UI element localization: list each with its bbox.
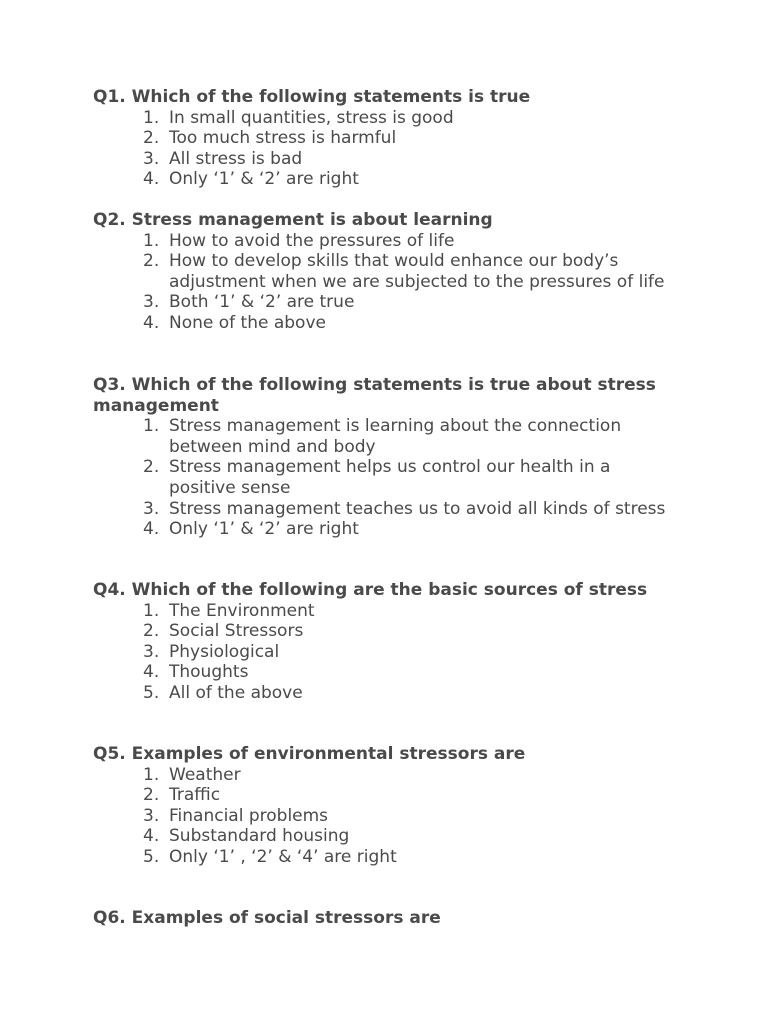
option-item	[93, 683, 679, 704]
option-item	[93, 847, 679, 868]
option-number: 1.	[143, 230, 160, 251]
option-item	[93, 169, 679, 190]
option-text: All stress is bad	[169, 148, 303, 169]
option-number: 1.	[143, 600, 160, 621]
option-item	[93, 128, 679, 149]
option-item	[93, 826, 679, 847]
options-list	[93, 601, 693, 704]
option-number: 1.	[143, 107, 160, 128]
option-item	[93, 149, 679, 170]
option-item	[93, 457, 679, 498]
option-number: 3.	[143, 641, 160, 662]
options-list	[93, 416, 693, 540]
option-text: Only ‘1’ & ‘2’ are right	[169, 169, 359, 190]
question-title: Q2. Stress management is about learning	[93, 210, 493, 230]
option-number: 1.	[143, 764, 160, 785]
option-text: How to develop skills that would enhance our body’s adjustment when we are subjected to the pressures of life	[169, 251, 665, 292]
option-text: Too much stress is harmful	[169, 128, 397, 149]
option-text: Only ‘1’ & ‘2’ are right	[169, 519, 359, 540]
option-number: 2.	[143, 128, 160, 149]
option-item	[93, 231, 679, 252]
option-number: 4.	[143, 519, 160, 540]
option-item	[93, 642, 679, 663]
question-title: Q1. Which of the following statements is true	[93, 87, 531, 107]
option-text: Stress management is learning about the connection between mind and body	[169, 416, 622, 457]
option-text: In small quantities, stress is good	[169, 107, 454, 128]
option-item	[93, 662, 679, 683]
question-title: Q3. Which of the following statements is true about stress management	[93, 375, 656, 416]
option-number: 2.	[143, 785, 160, 806]
option-text: Physiological	[169, 641, 280, 662]
option-number: 4.	[143, 312, 160, 333]
question-title: Q6. Examples of social stressors are	[93, 908, 441, 928]
question-title: Q5. Examples of environmental stressors are	[93, 744, 526, 764]
option-text: Thoughts	[169, 662, 249, 683]
option-text: Only ‘1’ , ‘2’ & ‘4’ are right	[169, 846, 397, 867]
option-item	[93, 806, 679, 827]
question-4	[93, 580, 693, 704]
option-item	[93, 601, 679, 622]
option-number: 3.	[143, 498, 160, 519]
option-text: Weather	[169, 764, 241, 785]
option-item	[93, 785, 679, 806]
options-list	[93, 765, 693, 868]
option-number: 2.	[143, 457, 160, 478]
question-1	[93, 87, 693, 190]
option-item	[93, 621, 679, 642]
option-item	[93, 416, 679, 457]
option-text: Both ‘1’ & ‘2’ are true	[169, 292, 355, 313]
option-item	[93, 292, 679, 313]
option-number: 2.	[143, 621, 160, 642]
option-number: 3.	[143, 805, 160, 826]
option-text: Financial problems	[169, 805, 329, 826]
option-number: 4.	[143, 169, 160, 190]
option-text: Traffic	[169, 785, 221, 806]
options-list	[93, 108, 693, 190]
option-number: 5.	[143, 682, 160, 703]
question-3	[93, 375, 693, 540]
question-2	[93, 210, 693, 334]
option-text: None of the above	[169, 312, 326, 333]
option-item	[93, 499, 679, 520]
option-number: 1.	[143, 416, 160, 437]
option-number: 3.	[143, 148, 160, 169]
question-5	[93, 744, 693, 868]
option-number: 3.	[143, 292, 160, 313]
option-number: 4.	[143, 826, 160, 847]
option-item	[93, 519, 679, 540]
option-number: 4.	[143, 662, 160, 683]
option-text: The Environment	[169, 600, 315, 621]
option-text: Substandard housing	[169, 826, 350, 847]
option-item	[93, 313, 679, 334]
option-item	[93, 108, 679, 129]
option-item	[93, 765, 679, 786]
question-title: Q4. Which of the following are the basic sources of stress	[93, 580, 648, 600]
option-number: 5.	[143, 846, 160, 867]
option-text: Social Stressors	[169, 621, 304, 642]
option-text: All of the above	[169, 682, 303, 703]
option-item	[93, 251, 679, 292]
option-text: Stress management helps us control our health in a positive sense	[169, 457, 611, 498]
option-text: Stress management teaches us to avoid all kinds of stress	[169, 498, 666, 519]
options-list	[93, 231, 693, 334]
option-text: How to avoid the pressures of life	[169, 230, 455, 251]
option-number: 2.	[143, 251, 160, 272]
question-6	[93, 908, 693, 929]
